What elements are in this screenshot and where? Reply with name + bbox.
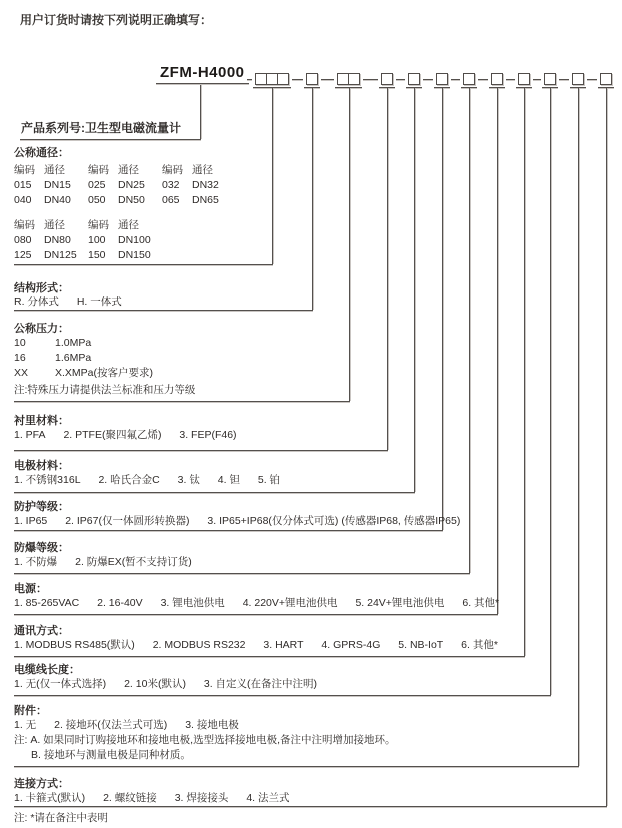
section-rule bbox=[14, 450, 388, 451]
option-item: 2. 10米(默认) bbox=[124, 678, 186, 690]
section-rule bbox=[14, 492, 415, 493]
option-item: 5. 24V+锂电池供电 bbox=[355, 597, 445, 609]
code-connector-vertical bbox=[272, 88, 273, 264]
code-cell: 150 bbox=[88, 249, 106, 261]
section-title: 连接方式： bbox=[14, 778, 69, 790]
section-note-b: B. 接地环与测量电极是同种材质。 bbox=[31, 749, 191, 761]
diameter-cell: DN65 bbox=[192, 194, 219, 206]
code-connector-vertical bbox=[578, 88, 579, 766]
code-dash bbox=[363, 79, 378, 80]
pressure-row bbox=[14, 366, 195, 381]
section-rule bbox=[14, 530, 443, 531]
option-item: 1. PFA bbox=[14, 429, 46, 441]
diameter-cell: DN40 bbox=[44, 194, 71, 206]
model-code: ZFM-H4000 bbox=[156, 64, 249, 84]
diameter-cell: DN25 bbox=[118, 179, 145, 191]
option-item: 1. 不锈钢316L bbox=[14, 474, 81, 486]
table-row bbox=[14, 248, 236, 263]
col-header: 通径 bbox=[118, 219, 139, 231]
option-row bbox=[14, 555, 192, 570]
option-item: 5. NB-IoT bbox=[398, 639, 444, 651]
table-row bbox=[14, 193, 236, 208]
series-rule bbox=[20, 139, 201, 140]
code-dash bbox=[587, 79, 597, 80]
section-explosion bbox=[14, 541, 192, 570]
code-dash bbox=[247, 79, 252, 80]
col-header: 通径 bbox=[192, 164, 213, 176]
code-box-group-9 bbox=[518, 73, 530, 85]
option-row bbox=[14, 514, 460, 529]
option-item: 5. 铂 bbox=[257, 474, 281, 486]
table-header-row bbox=[14, 163, 236, 178]
section-comm bbox=[14, 624, 498, 653]
option-row bbox=[14, 791, 290, 806]
diameter-cell: DN80 bbox=[44, 234, 71, 246]
option-item: 3. IP65+IP68(仅分体式可选) (传感器IP68, 传感器IP65) bbox=[207, 515, 461, 527]
option-item: 3. 钛 bbox=[177, 474, 200, 486]
option-item: 2. IP67(仅一体圆形转换器) bbox=[65, 515, 190, 527]
col-header: 通径 bbox=[118, 164, 139, 176]
section-diameter bbox=[14, 146, 236, 263]
section-rule bbox=[14, 695, 551, 696]
code-box-group-1 bbox=[277, 73, 289, 85]
section-rule bbox=[14, 806, 607, 807]
section-connection bbox=[14, 777, 290, 806]
section-cable bbox=[14, 663, 317, 692]
code-cell: 080 bbox=[14, 234, 32, 246]
col-header: 编码 bbox=[14, 164, 35, 176]
section-title: 电源： bbox=[14, 583, 47, 595]
code-connector-vertical bbox=[497, 88, 498, 614]
code-cell: 015 bbox=[14, 179, 32, 191]
col-header: 编码 bbox=[162, 164, 183, 176]
code-cell: 050 bbox=[88, 194, 106, 206]
section-rule bbox=[14, 264, 273, 265]
code-box-group-3 bbox=[348, 73, 360, 85]
table-row bbox=[14, 178, 236, 193]
code-box-group-11 bbox=[572, 73, 584, 85]
col-header: 编码 bbox=[88, 164, 109, 176]
option-row bbox=[14, 677, 317, 692]
option-item: R. 分体式 bbox=[14, 296, 59, 308]
code-box-group-5 bbox=[408, 73, 420, 85]
code-box-group-10 bbox=[544, 73, 556, 85]
col-header: 编码 bbox=[14, 219, 35, 231]
section-protection bbox=[14, 500, 460, 529]
diameter-cell: DN125 bbox=[44, 249, 77, 261]
section-title: 衬里材料： bbox=[14, 415, 69, 427]
table-row bbox=[14, 233, 236, 248]
option-item: 2. 哈氏合金C bbox=[98, 474, 160, 486]
option-row bbox=[14, 428, 237, 443]
code-dash bbox=[423, 79, 433, 80]
option-item: 2. 螺纹链接 bbox=[103, 792, 157, 804]
code-cell: 040 bbox=[14, 194, 32, 206]
section-title: 公称压力： bbox=[14, 323, 69, 335]
section-rule bbox=[14, 573, 470, 574]
diameter-cell: DN15 bbox=[44, 179, 71, 191]
option-item: 2. MODBUS RS232 bbox=[152, 639, 246, 651]
code-cell: 125 bbox=[14, 249, 32, 261]
col-header: 编码 bbox=[88, 219, 109, 231]
code-dash bbox=[506, 79, 515, 80]
code-cell: 025 bbox=[88, 179, 106, 191]
pressure-row bbox=[14, 336, 195, 351]
code-connector-vertical bbox=[442, 88, 443, 530]
section-note-a: 注: A. 如果同时订购接地环和接地电极,选型选择接地电极,备注中注明增加接地环。 bbox=[14, 734, 396, 746]
option-item: 2. 接地环(仅法兰式可选) bbox=[54, 719, 168, 731]
diameter-cell: DN50 bbox=[118, 194, 145, 206]
option-item: 1. MODBUS RS485(默认) bbox=[14, 639, 135, 651]
value-cell: 1.6MPa bbox=[55, 352, 92, 364]
section-title: 防爆等级： bbox=[14, 542, 69, 554]
option-item: 1. 85-265VAC bbox=[14, 597, 80, 609]
code-connector-vertical bbox=[550, 88, 551, 695]
option-item: 4. 钽 bbox=[217, 474, 240, 486]
code-box-group-4 bbox=[381, 73, 393, 85]
code-dash bbox=[533, 79, 541, 80]
code-connector-vertical bbox=[524, 88, 525, 656]
option-item: 2. PTFE(聚四氟乙烯) bbox=[63, 429, 162, 441]
option-item: 1. 卡箍式(默认) bbox=[14, 792, 86, 804]
option-item: 2. 防爆EX(暂不支持订货) bbox=[75, 556, 192, 568]
section-structure bbox=[14, 281, 122, 310]
diameter-cell: DN32 bbox=[192, 179, 219, 191]
section-title: 附件： bbox=[14, 705, 47, 717]
section-electrode bbox=[14, 459, 280, 488]
option-item: 3. HART bbox=[263, 639, 304, 651]
pressure-row bbox=[14, 351, 195, 366]
section-rule bbox=[14, 401, 350, 402]
option-item: 6. 其他* bbox=[461, 639, 498, 651]
code-cell: 100 bbox=[88, 234, 106, 246]
code-box-group-12 bbox=[600, 73, 612, 85]
option-row bbox=[14, 718, 396, 733]
code-cell: 032 bbox=[162, 179, 180, 191]
option-row bbox=[14, 596, 499, 611]
order-instruction: 用户订货时请按下列说明正确填写： bbox=[20, 13, 213, 27]
code-dash bbox=[451, 79, 460, 80]
diameter-table-2 bbox=[14, 218, 236, 263]
code-connector-vertical bbox=[312, 88, 313, 310]
option-row bbox=[14, 638, 498, 653]
section-title: 公称通径： bbox=[14, 147, 69, 159]
code-dash bbox=[478, 79, 488, 80]
code-box-group-6 bbox=[436, 73, 448, 85]
section-rule bbox=[14, 656, 525, 657]
section-accessory bbox=[14, 704, 396, 763]
code-dash bbox=[396, 79, 405, 80]
option-item: 4. GPRS-4G bbox=[321, 639, 381, 651]
code-dash bbox=[559, 79, 569, 80]
option-item: 1. 不防爆 bbox=[14, 556, 58, 568]
diameter-cell: DN100 bbox=[118, 234, 151, 246]
section-note: 注:特殊压力请提供法兰标准和压力等级 bbox=[14, 384, 196, 396]
code-box-group-7 bbox=[463, 73, 475, 85]
section-power bbox=[14, 582, 499, 611]
section-title: 防护等级： bbox=[14, 501, 69, 513]
option-item: 3. FEP(F46) bbox=[179, 429, 237, 441]
diameter-table-1 bbox=[14, 163, 236, 208]
option-item: 1. 无(仅一体式选择) bbox=[14, 678, 107, 690]
option-item: 3. 锂电池供电 bbox=[160, 597, 225, 609]
diameter-cell: DN150 bbox=[118, 249, 151, 261]
section-rule bbox=[14, 614, 498, 615]
option-row bbox=[14, 295, 122, 310]
option-item: 4. 法兰式 bbox=[246, 792, 290, 804]
code-cell: 16 bbox=[14, 352, 26, 364]
table-header-row bbox=[14, 218, 236, 233]
code-connector-vertical bbox=[469, 88, 470, 573]
code-dash bbox=[321, 79, 334, 80]
section-title: 通讯方式： bbox=[14, 625, 69, 637]
option-item: 3. 自定义(在备注中注明) bbox=[203, 678, 318, 690]
code-connector-vertical bbox=[606, 88, 607, 806]
code-connector-vertical bbox=[414, 88, 415, 492]
option-item: 3. 焊接接头 bbox=[174, 792, 229, 804]
section-rule bbox=[14, 310, 313, 311]
option-item: 4. 220V+锂电池供电 bbox=[242, 597, 338, 609]
code-connector-vertical bbox=[387, 88, 388, 450]
option-item: 1. IP65 bbox=[14, 515, 48, 527]
code-cell: 065 bbox=[162, 194, 180, 206]
section-title: 电缆线长度： bbox=[14, 664, 80, 676]
value-cell: 1.0MPa bbox=[55, 337, 92, 349]
col-header: 通径 bbox=[44, 164, 65, 176]
series-label: 产品系列号:卫生型电磁流量计 bbox=[21, 121, 181, 135]
section-title: 结构形式： bbox=[14, 282, 69, 294]
option-item: 3. 接地电极 bbox=[185, 719, 239, 731]
code-box-group-8 bbox=[491, 73, 503, 85]
code-connector-vertical bbox=[349, 88, 350, 401]
page-footnote: 注: *请在备注中表明 bbox=[14, 812, 108, 824]
option-row bbox=[14, 473, 280, 488]
code-box-group-2 bbox=[306, 73, 318, 85]
option-item: H. 一体式 bbox=[76, 296, 122, 308]
option-item: 6. 其他* bbox=[462, 597, 500, 609]
value-cell: X.XMPa(按客户要求) bbox=[55, 367, 154, 379]
option-item: 2. 16-40V bbox=[97, 597, 143, 609]
series-connector-vertical bbox=[200, 85, 201, 139]
section-title: 电极材料： bbox=[14, 460, 69, 472]
code-cell: 10 bbox=[14, 337, 26, 349]
code-cell: XX bbox=[14, 367, 29, 379]
code-dash bbox=[292, 79, 303, 80]
section-pressure bbox=[14, 322, 195, 398]
col-header: 通径 bbox=[44, 219, 65, 231]
section-lining bbox=[14, 414, 237, 443]
section-rule bbox=[14, 766, 579, 767]
option-item: 1. 无 bbox=[14, 719, 37, 731]
